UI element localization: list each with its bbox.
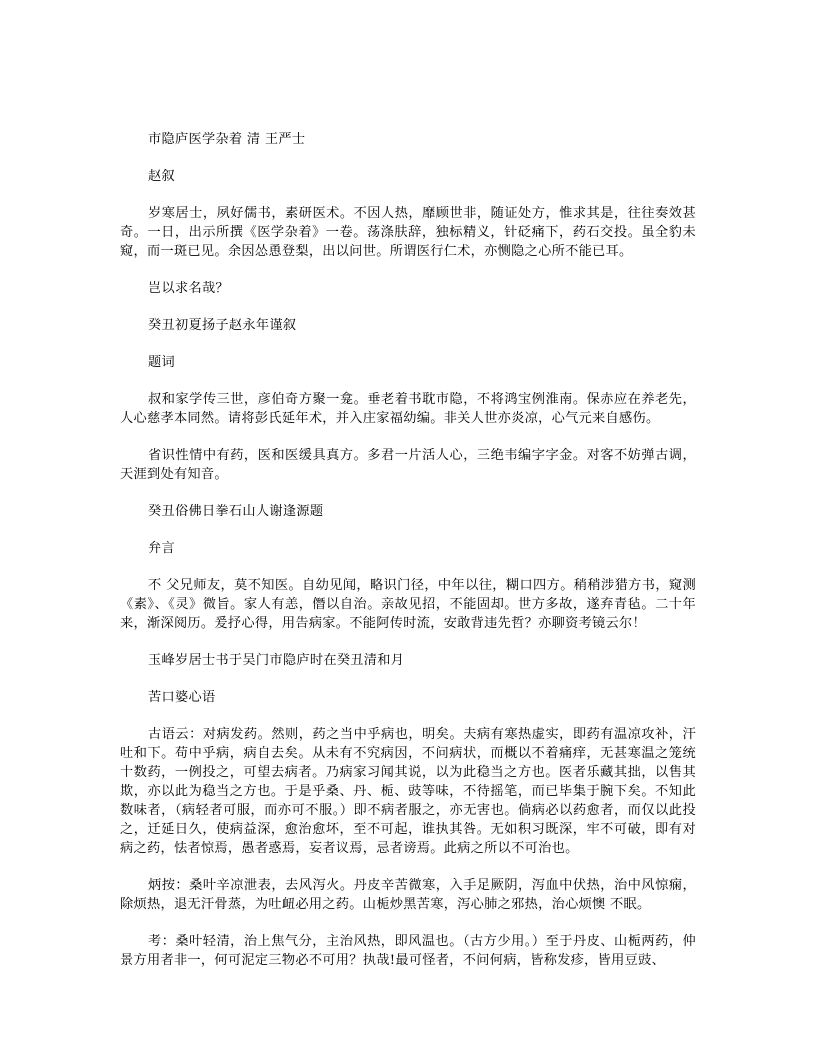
foreword-signature: 玉峰岁居士书于吴门市隐庐时在癸丑清和月 [148, 653, 405, 668]
inscription-paragraph-2: 省识性情中有药，医和医缓具真方。多君一片活人心，三绝韦编字字金。对客不妨弹古调，天涯到处有知音。 [120, 448, 696, 482]
preface-paragraph: 岁寒居士，夙好儒书，素研医术。不因人热，靡顾世非，随证处方，惟求其是，往往奏效甚奇。一日，出示所撰《医学杂着》一卷。荡涤肤辞，独标精义，针砭痛下，药石交投。虽全豹未窥，而一斑已见。余因怂恿登梨，出以问世。所谓医行仁术，亦恻隐之心所不能已耳。 [120, 206, 696, 259]
examination-paragraph: 考：桑叶轻清，治上焦气分，主治风热，即风温也。（古方少用。）至于丹皮、山栀两药，仲景方用者非一，何可泥定三物必不可用？执哉!最可怪者，不问何病，皆称发疹，皆用豆豉、 [120, 934, 696, 968]
section-heading-inscription: 题词 [148, 355, 175, 370]
section-heading-foreword: 弁言 [148, 541, 175, 556]
commentary-paragraph: 炳按：桑叶辛凉泄表，去风泻火。丹皮辛苦微寒，入手足厥阴，泻血中伏热，治中风惊痫，除烦热，退无汗骨蒸，为吐衄必用之药。山栀炒黑苦寒，泻心肺之邪热，治心烦懊 不眠。 [120, 878, 696, 912]
foreword-paragraph: 不 父兄师友，莫不知医。自幼见闻，略识门径，中年以往，糊口四方。稍稍涉猎方书，窥测《素》、《灵》微旨。家人有恙，僭以自治。亲故见招，不能固却。世方多故，遂弃青毡。二十年来，渐深阅历。爰抒心得，用告病家。不能阿传时流，安敢背违先哲？亦聊资考镜云尔！ [120, 578, 696, 631]
inscription-signature: 癸丑俗佛日拳石山人谢逢源题 [148, 504, 324, 519]
section-heading-preface: 赵叙 [148, 169, 175, 184]
preface-signature: 癸丑初夏扬子赵永年谨叙 [148, 318, 297, 333]
advice-paragraph: 古语云：对病发药。然则，药之当中乎病也，明矣。夫病有寒热虚实，即药有温凉攻补，汗吐和下。苟中乎病，病自去矣。从未有不究病因，不问病状，而概以不着痛痒，无甚寒温之笼统十数药，一例投之，可望去病者。乃病家习闻其说，以为此稳当之方也。医者乐藏其拙，以售其欺，亦以此为稳当之方也。于是乎桑、丹、栀、豉等味，不待摇笔，而已毕集于腕下矣。不知此数味者，（病轻者可服，而亦可不服。）即不病者服之，亦无害也。倘病必以药愈者，而仅以此投之，迁延日久，使病益深，愈治愈坏，至不可起，谁执其咎。无如积习既深，牢不可破，即有对病之药，怯者惊焉，愚者惑焉，妄者议焉，忌者谤焉。此病之所以不可治也。 [120, 727, 696, 856]
section-heading-advice: 苦口婆心语 [148, 690, 216, 705]
book-title: 市隐庐医学杂着 清 王严士 [148, 132, 306, 147]
preface-closing: 岂以求名哉？ [148, 281, 229, 296]
inscription-paragraph-1: 叔和家学传三世，彦伯奇方聚一龛。垂老着书耽市隐，不将鸿宝例淮南。保赤应在养老先，人心慈孝本同然。请将彭氏延年术，并入庄家福幼编。非关人世亦炎凉，心气元来自感伤。 [120, 392, 696, 426]
document-page [120, 130, 696, 970]
